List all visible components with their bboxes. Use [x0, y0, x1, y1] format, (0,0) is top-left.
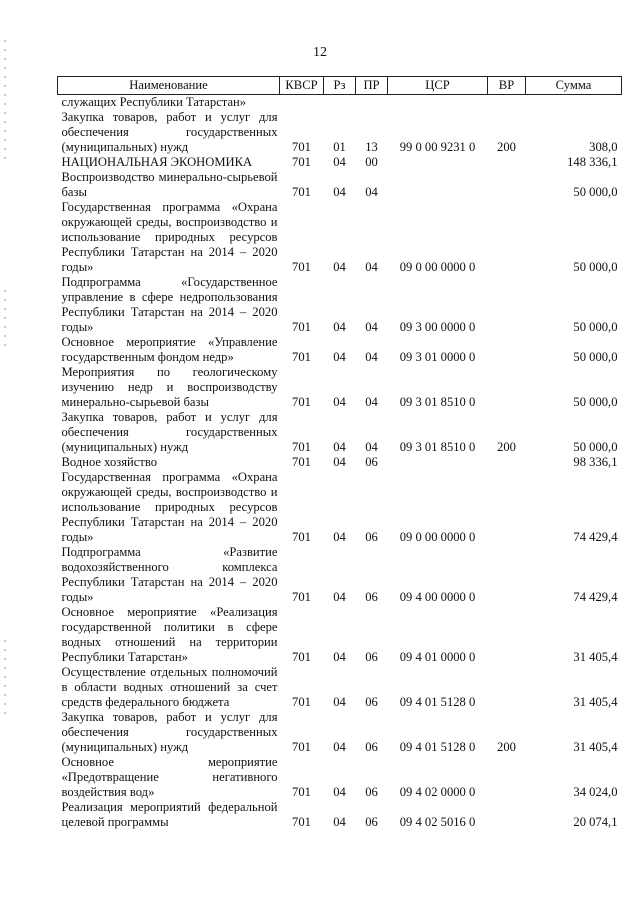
row-vr [488, 335, 526, 365]
row-vr [488, 95, 526, 111]
row-csr [388, 170, 488, 200]
row-sum: 74 429,4 [573, 590, 618, 604]
row-kvsr: 701 [292, 455, 311, 469]
table-row [58, 335, 622, 365]
row-sum: 50 000,0 [573, 350, 618, 364]
row-pr: 13 [365, 140, 378, 154]
budget-table [57, 76, 622, 830]
row-csr: 09 4 00 0000 0 [399, 590, 476, 604]
table-row [58, 665, 622, 710]
row-csr: 99 0 00 9231 0 [399, 140, 476, 154]
row-vr [488, 605, 526, 665]
row-kvsr: 701 [292, 590, 311, 604]
row-pr: 06 [365, 530, 378, 544]
header-kvsr: КВСР [280, 77, 324, 95]
row-vr [488, 155, 526, 170]
row-vr [488, 365, 526, 410]
table-row [58, 605, 622, 665]
header-rz: Рз [324, 77, 356, 95]
row-name: Подпрограмма «Развитие водохозяйственного комплекса Республики Татарстан на 2014 – 2020 годы» [61, 545, 278, 604]
row-rz: 04 [333, 185, 346, 199]
row-sum: 98 336,1 [573, 455, 618, 469]
row-vr: 200 [497, 140, 516, 154]
row-kvsr: 701 [292, 440, 311, 454]
scan-margin-mark [4, 640, 6, 720]
header-pr: ПР [356, 77, 388, 95]
row-sum: 74 429,4 [573, 530, 618, 544]
row-name: служащих Республики Татарстан» [61, 95, 247, 109]
page-number: 12 [313, 45, 327, 60]
row-kvsr: 701 [292, 650, 311, 664]
row-kvsr: 701 [292, 260, 311, 274]
row-kvsr: 701 [292, 155, 311, 169]
row-pr: 04 [365, 185, 378, 199]
header-sum: Сумма [526, 77, 622, 95]
row-kvsr [280, 95, 324, 111]
row-kvsr: 701 [292, 140, 311, 154]
row-rz [324, 95, 356, 111]
table-row [58, 365, 622, 410]
row-sum: 50 000,0 [573, 185, 618, 199]
row-sum: 31 405,4 [573, 650, 618, 664]
header-name: Наименование [58, 77, 280, 95]
row-pr: 06 [365, 815, 378, 829]
row-csr [388, 95, 488, 111]
row-rz: 04 [333, 695, 346, 709]
table-row [58, 110, 622, 155]
row-csr: 09 0 00 0000 0 [399, 530, 476, 544]
row-rz: 04 [333, 815, 346, 829]
row-sum: 20 074,1 [573, 815, 618, 829]
row-sum: 50 000,0 [573, 320, 618, 334]
row-csr: 09 4 01 5128 0 [399, 695, 476, 709]
row-vr [488, 275, 526, 335]
row-kvsr: 701 [292, 695, 311, 709]
row-kvsr: 701 [292, 350, 311, 364]
row-pr [356, 95, 388, 111]
row-pr: 04 [365, 440, 378, 454]
row-pr: 00 [365, 155, 378, 169]
row-kvsr: 701 [292, 530, 311, 544]
row-sum: 308,0 [589, 140, 618, 154]
row-sum: 148 336,1 [567, 155, 618, 169]
scan-margin-mark [4, 290, 6, 350]
row-vr [488, 665, 526, 710]
row-kvsr: 701 [292, 740, 311, 754]
row-name: Государственная программа «Охрана окружающей среды, воспроизводство и использование природных ресурсов Республики Татарстан на 2014 – 2020 годы» [61, 200, 278, 274]
row-name: Закупка товаров, работ и услуг для обеспечения государственных (муниципальных) нужд [61, 710, 278, 754]
row-pr: 04 [365, 260, 378, 274]
row-sum: 31 405,4 [573, 740, 618, 754]
row-rz: 01 [333, 140, 346, 154]
row-kvsr: 701 [292, 785, 311, 799]
row-csr: 09 3 01 8510 0 [399, 395, 476, 409]
row-csr: 09 3 01 0000 0 [399, 350, 476, 364]
row-rz: 04 [333, 455, 346, 469]
table-row [58, 545, 622, 605]
row-name: Основное мероприятие «Предотвращение негативного воздействия вод» [61, 755, 278, 799]
header-vr: ВР [488, 77, 526, 95]
row-csr: 09 3 01 8510 0 [399, 440, 476, 454]
row-name: Закупка товаров, работ и услуг для обеспечения государственных (муниципальных) нужд [61, 110, 278, 154]
row-name: Государственная программа «Охрана окружающей среды, воспроизводство и использование природных ресурсов Республики Татарстан на 2014 – 2020 годы» [61, 470, 278, 544]
row-csr: 09 0 00 0000 0 [399, 260, 476, 274]
row-vr [488, 545, 526, 605]
row-pr: 06 [365, 740, 378, 754]
table-header-row [58, 77, 622, 95]
table-row [58, 710, 622, 755]
row-rz: 04 [333, 155, 346, 169]
row-csr: 09 4 02 5016 0 [399, 815, 476, 829]
table-row [58, 800, 622, 830]
row-rz: 04 [333, 260, 346, 274]
table-row [58, 410, 622, 455]
row-sum: 50 000,0 [573, 395, 618, 409]
row-pr: 06 [365, 695, 378, 709]
row-rz: 04 [333, 350, 346, 364]
row-pr: 06 [365, 785, 378, 799]
row-kvsr: 701 [292, 395, 311, 409]
table-row [58, 155, 622, 170]
row-sum: 34 024,0 [573, 785, 618, 799]
header-csr: ЦСР [388, 77, 488, 95]
row-csr [388, 455, 488, 470]
row-vr [488, 755, 526, 800]
table-row [58, 455, 622, 470]
row-vr [488, 200, 526, 275]
table-row [58, 95, 622, 111]
row-name: Воспроизводство минерально-сырьевой базы [61, 170, 278, 199]
row-csr: 09 4 01 0000 0 [399, 650, 476, 664]
row-name: Реализация мероприятий федеральной целевой программы [61, 800, 278, 829]
row-pr: 04 [365, 395, 378, 409]
row-vr [488, 455, 526, 470]
row-name: НАЦИОНАЛЬНАЯ ЭКОНОМИКА [61, 155, 253, 169]
row-rz: 04 [333, 440, 346, 454]
row-csr: 09 4 02 0000 0 [399, 785, 476, 799]
row-sum: 31 405,4 [573, 695, 618, 709]
row-name: Основное мероприятие «Реализация государственной политики в сфере водных отношений на территории Республики Татарстан» [61, 605, 278, 664]
row-vr: 200 [497, 440, 516, 454]
row-name: Водное хозяйство [61, 455, 158, 469]
row-kvsr: 701 [292, 320, 311, 334]
row-rz: 04 [333, 650, 346, 664]
row-csr: 09 3 00 0000 0 [399, 320, 476, 334]
row-pr: 06 [365, 650, 378, 664]
row-name: Закупка товаров, работ и услуг для обеспечения государственных (муниципальных) нужд [61, 410, 278, 454]
row-csr: 09 4 01 5128 0 [399, 740, 476, 754]
row-kvsr: 701 [292, 815, 311, 829]
row-rz: 04 [333, 740, 346, 754]
table-row [58, 170, 622, 200]
row-name: Подпрограмма «Государственное управление в сфере недропользования Республики Татарстан на 2014 – 2020 годы» [61, 275, 278, 334]
row-rz: 04 [333, 785, 346, 799]
row-pr: 06 [365, 455, 378, 469]
row-sum: 50 000,0 [573, 440, 618, 454]
table-row [58, 755, 622, 800]
row-name: Осуществление отдельных полномочий в области водных отношений за счет средств федерального бюджета [61, 665, 278, 709]
table-row [58, 470, 622, 545]
row-pr: 04 [365, 320, 378, 334]
row-vr [488, 170, 526, 200]
table-row [58, 275, 622, 335]
row-sum: 50 000,0 [573, 260, 618, 274]
row-rz: 04 [333, 590, 346, 604]
row-rz: 04 [333, 320, 346, 334]
row-vr: 200 [497, 740, 516, 754]
row-name: Мероприятия по геологическому изучению недр и воспроизводству минерально-сырьевой базы [61, 365, 278, 409]
row-name: Основное мероприятие «Управление государственным фондом недр» [61, 335, 278, 364]
row-csr [388, 155, 488, 170]
row-pr: 06 [365, 590, 378, 604]
table-row [58, 200, 622, 275]
row-sum [526, 95, 622, 111]
row-kvsr: 701 [292, 185, 311, 199]
row-pr: 04 [365, 350, 378, 364]
row-rz: 04 [333, 395, 346, 409]
row-vr [488, 800, 526, 830]
row-vr [488, 470, 526, 545]
row-rz: 04 [333, 530, 346, 544]
